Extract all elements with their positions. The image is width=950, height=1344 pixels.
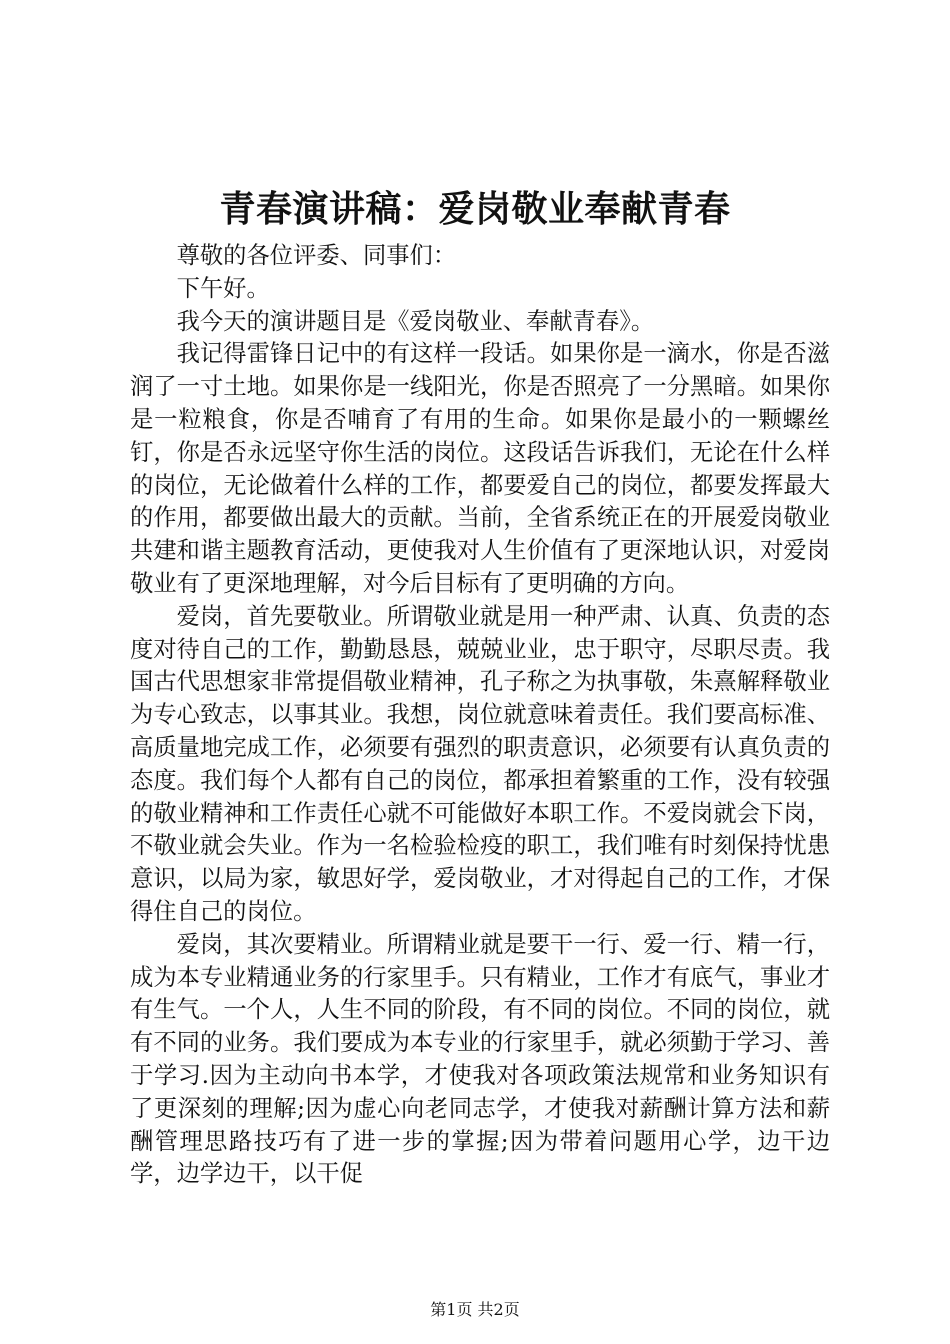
body-paragraph: 我记得雷锋日记中的有这样一段话。如果你是一滴水，你是否滋润了一寸土地。如果你是一线阳光，你是否照亮了一分黑暗。如果你是一粒粮食，你是否哺育了有用的生命。如果你是最小的一颗螺丝钉，你是否永远坚守你生活的岗位。这段话告诉我们，无论在什么样的岗位，无论做着什么样的工作，都要爱自己的岗位，都要发挥最大的作用，都要做出最大的贡献。当前，全省系统正在的开展爱岗敬业共建和谐主题教育活动，更使我对人生价值有了更深地认识，对爱岗敬业有了更深地理解，对今后目标有了更明确的方向。 xyxy=(130,340,830,597)
page-title: 青春演讲稿：爱岗敬业奉献青春 xyxy=(219,188,731,230)
greeting-paragraph: 下午好。 xyxy=(176,274,270,302)
page-number-footer: 第1页 共2页 xyxy=(430,1300,520,1319)
salutation-paragraph: 尊敬的各位评委、同事们： xyxy=(176,242,457,269)
document-body xyxy=(130,240,830,1191)
body-paragraph: 爱岗，其次要精业。所谓精业就是要干一行、爱一行、精一行，成为本专业精通业务的行家里手。只有精业，工作才有底气，事业才有生气。一个人，人生不同的阶段，有不同的岗位。不同的岗位，就有不同的业务。我们要成为本专业的行家里手，就必须勤于学习、善于学习.因为主动向书本学，才使我对各项政策法规常和业务知识有了更深刻的理解;因为虚心向老同志学，才使我对薪酬计算方法和薪酬管理思路技巧有了进一步的掌握;因为带着问题用心学，边干边学，边学边干，以干促 xyxy=(130,930,830,1188)
topic-paragraph: 我今天的演讲题目是《爱岗敬业、奉献青春》。 xyxy=(176,307,655,335)
body-paragraph: 爱岗，首先要敬业。所谓敬业就是用一种严肃、认真、负责的态度对待自己的工作，勤勤恳恳，兢兢业业，忠于职守，尽职尽责。我国古代思想家非常提倡敬业精神，孔子称之为执事敬，朱熹解释敬业为专心致志，以事其业。我想，岗位就意味着责任。我们要高标准、高质量地完成工作，必须要有强烈的职责意识，必须要有认真负责的态度。我们每个人都有自己的岗位，都承担着繁重的工作，没有较强的敬业精神和工作责任心就不可能做好本职工作。不爱岗就会下岗，不敬业就会失业。作为一名检验检疫的职工，我们唯有时刻保持忧患意识，以局为家，敏思好学，爱岗敬业，才对得起自己的工作，才保得住自己的岗位。 xyxy=(130,602,830,925)
